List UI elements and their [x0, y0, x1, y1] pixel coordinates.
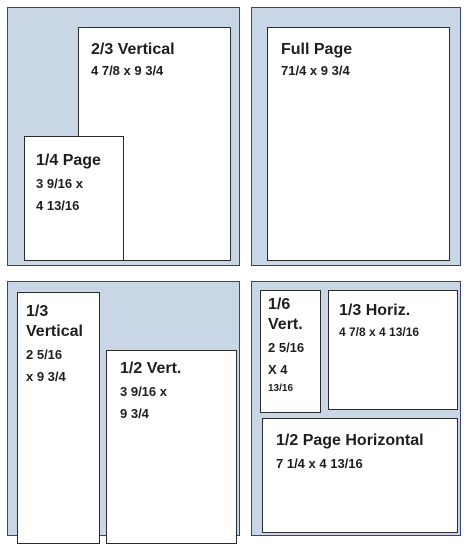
ad-title-line2: Vert.: [268, 316, 303, 333]
ad-half-horizontal: [262, 418, 458, 533]
page-panel-bottom-right: [251, 281, 461, 536]
ad-half-vertical: [106, 350, 237, 544]
ad-quarter-page: [24, 136, 124, 261]
ad-dimensions: 4 7/8 x 9 3/4: [91, 63, 164, 78]
ad-dimensions: 3 9/16 x: [36, 176, 83, 191]
ad-dimensions: 2 5/16: [268, 340, 305, 355]
ad-dimensions: 2 5/16: [26, 347, 63, 362]
ad-title: 1/3 Horiz.: [339, 302, 411, 319]
ad-sixth-vertical: [260, 290, 321, 413]
ad-title: 1/3: [26, 303, 49, 320]
ad-dimensions: 71/4 x 9 3/4: [281, 63, 350, 78]
ad-title: 1/6: [268, 296, 291, 313]
page-panel-bottom-left: [7, 281, 240, 536]
ad-third-vertical: [17, 292, 100, 544]
ad-title: 1/4 Page: [36, 152, 101, 169]
ad-title: 1/2 Page Horizontal: [276, 432, 424, 449]
ad-third-horizontal: [328, 290, 458, 410]
ad-title-line2: Vertical: [26, 323, 83, 340]
ad-dimensions-line2: X 4: [268, 362, 288, 377]
ad-dimensions-line3: 13/16: [268, 383, 294, 394]
ad-dimensions: 7 1/4 x 4 13/16: [276, 456, 363, 471]
ad-dimensions: 4 7/8 x 4 13/16: [339, 325, 420, 339]
ad-full-page: [267, 27, 450, 261]
page-panel-top-right: [251, 7, 461, 266]
ad-title: Full Page: [281, 41, 353, 58]
page-panel-top-left: [7, 7, 240, 266]
ad-title: 2/3 Vertical: [91, 41, 175, 58]
ad-title: 1/2 Vert.: [120, 360, 182, 377]
ad-dimensions: 3 9/16 x: [120, 384, 167, 399]
ad-dimensions-line2: x 9 3/4: [26, 369, 66, 384]
ad-dimensions-line2: 4 13/16: [36, 198, 80, 213]
ad-dimensions-line2: 9 3/4: [120, 406, 149, 421]
